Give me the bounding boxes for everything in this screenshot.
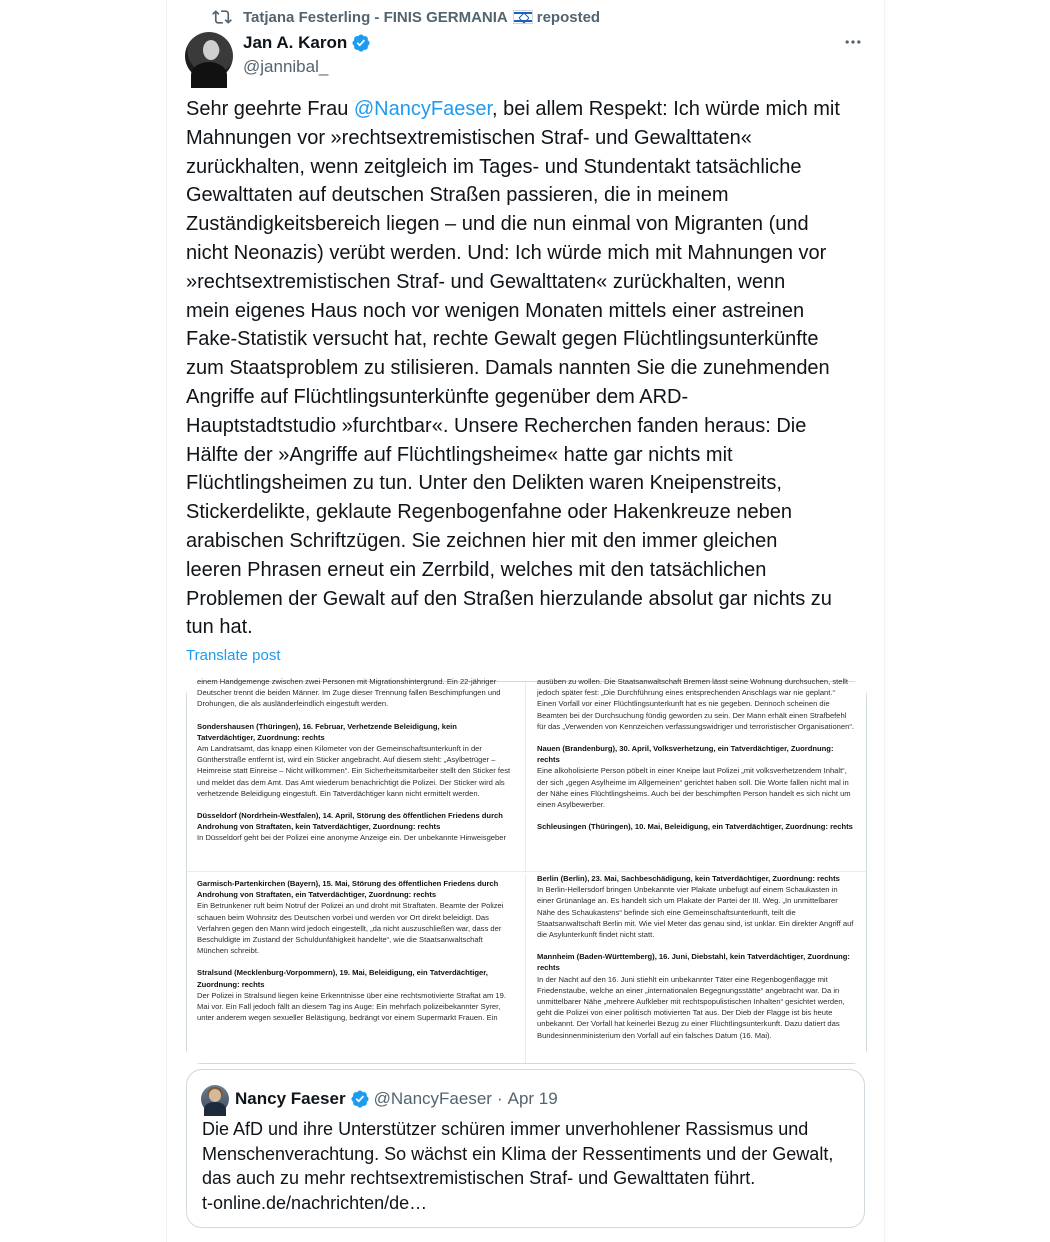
tweet-text-line: leeren Phrasen erneut ein Zerrbild, welches mit den tatsächlichen [186, 558, 767, 581]
quoted-tweet-date[interactable]: Apr 19 [507, 1089, 558, 1108]
image-tile-1[interactable] [187, 677, 525, 871]
quoted-tweet-header [201, 1084, 558, 1114]
article-heading: Berlin (Berlin), 23. Mai, Sachbeschädigung, kein Tatverdächtiger, Zuordnung: rechts [537, 874, 840, 883]
image-tile-3[interactable] [187, 873, 525, 1063]
quoted-tweet-text-line: das auch zu mehr rechtsextremistischen Straf- und Gewalttaten führt. [202, 1168, 756, 1188]
repost-header [212, 6, 600, 28]
tweet-text-line: mein eigenes Haus noch vor wenigen Monaten mittels einer astreinen [186, 299, 805, 322]
quoted-author-handle[interactable]: @NancyFaeser [373, 1089, 492, 1108]
article-paragraph: einem Handgemenge zwischen zwei Personen mit Migrationshintergrund. Ein 22-jähriger Deutscher trennt die beiden Männer. Im Zuge dieser Trennung fallen Beschimpfungen und Drohungen, die als ausländerfeindlich eingestuft werden. [197, 677, 501, 709]
quoted-tweet-text-line: Menschenverachtung. So wächst ein Klima der Ressentiments und der Gewalt, [202, 1143, 834, 1164]
tweet-text-line: arabischen Schriftzügen. Sie zeichnen hier mit den immer gleichen [186, 529, 778, 552]
israel-flag-icon [513, 10, 533, 24]
article-heading: Mannheim (Baden-Württemberg), 16. Juni, Diebstahl, kein Tatverdächtiger, Zuordnung: rechts [537, 952, 850, 973]
tweet-text-line: Hälfte der »Angriffe auf Flüchtlingsheime« hatte gar nichts mit [186, 443, 733, 466]
translate-post-link[interactable]: Translate post [186, 647, 281, 664]
image-tile-2[interactable] [527, 677, 866, 871]
quoted-tweet-link[interactable]: t-online.de/nachrichten/de… [202, 1192, 428, 1213]
grid-divider-horizontal [187, 871, 866, 874]
tweet-text-line: nicht Neonazis) verübt werden. Und: Ich würde mich mit Mahnungen vor [186, 241, 827, 264]
quoted-tweet[interactable] [186, 1069, 865, 1228]
author-handle[interactable]: @jannibal_ [243, 57, 329, 76]
article-paragraph: Düsseldorf (Nordrhein-Westfalen), 14. April, Störung des öffentlichen Friedens durch Androhung von Straftaten, kein Tatverdächtiger, Zuordnung: rechts In Düsseldorf geht bei der Polizei eine anonyme Anzeige ein. Der unbekannte Hinweisgeber [197, 811, 507, 843]
quoted-author-name[interactable]: Nancy Faeser [235, 1089, 346, 1108]
tweet-text-line: Angriffe auf Flüchtlingsunterkünfte gegenüber dem ARD- [186, 385, 689, 408]
quoted-author-avatar[interactable] [201, 1085, 229, 1113]
article-paragraph [537, 821, 854, 832]
repost-action: reposted [536, 8, 601, 26]
tweet-text-line: Problemen der Gewalt auf den Straßen hierzulande absolut gar nichts zu [186, 587, 832, 610]
more-icon [843, 32, 863, 52]
tweet-text-line: Hauptstadtstudio »furchtbar«. Unsere Recherchen fanden heraus: Die [186, 414, 807, 437]
quoted-tweet-text-line: Die AfD und ihre Unterstützer schüren immer unverhohlener Rassismus und [202, 1119, 809, 1139]
article-heading: Sondershausen (Thüringen), 16. Februar, Verhetzende Beleidigung, kein Tatverdächtiger, Zuordnung: rechts [197, 721, 457, 742]
article-paragraph: Stralsund (Mecklenburg-Vorpommern), 19. Mai, Beleidigung, ein Tatverdächtiger, Zuordnung: rechts Der Polizei in Stralsund liegen keine Erkenntnisse über eine rechtsmotivierte Straftat am 19. Mai vor. Ein Fall jedoch fällt an diesem Tag ins Auge: Ein mehrfach polizeibekannter Syrer, unter anderem wegen sexueller Belästigung, bedrängt vor einem Supermarkt Frauen. Ein [197, 968, 506, 1023]
article-heading: Schleusingen (Thüringen), 10. Mai, Beleidigung, ein Tatverdächtiger, Zuordnung: rechts [537, 822, 853, 832]
tweet-text-line: Mahnungen vor »rechtsextremistischen Straf- und Gewalttaten« [186, 126, 752, 149]
tweet-text-line: Gewalttaten auf deutschen Straßen passieren, die in meinem [186, 184, 729, 207]
timeline-border-right [884, 0, 885, 1242]
tweet-text-line: Sehr geehrte Frau @NancyFaeser, bei allem Respekt: Ich würde mich mit [186, 98, 840, 120]
article-paragraph: ausüben zu wollen. Die Staatsanwaltschaft Bremen lässt seine Wohnung durchsuchen, stellt jedoch später fest: „Die Durchführung eines entsprechenden Anschlags war nie geplant.“ Einen Vorfall vor einer Flüchtlingsunterkunft hat es nie gegeben. Dennoch scheinen die Beamten bei der Durchsuchung fündig geworden zu sein. Der Mann erhält einen Strafbefehl für das „Verwenden von Kennzeichen verfassungswidriger und terroristischer Organisationen“. [537, 677, 854, 731]
article-paragraph: Mannheim (Baden-Württemberg), 16. Juni, Diebstahl, kein Tatverdächtiger, Zuordnung: rechts In der Nacht auf den 16. Juni stiehlt ein unbekannter Täter eine Regenbogenflagge mit Friedenstaube, welche an einer „internationalen Begegnungsstätte“ angebracht war. Da in unmittelbarer Nähe „mehrere Aufkleber mit rechtspopulistischen Inhalten“ gesichtet werden, geht die Polizei von einer politisch motivierten Tat aus. Der Dieb der Flagge ist bis heute unbekannt. Der Vorfall hat keinerlei Bezug zu einer Flüchtlingsunterkunft. Dazu datiert das Bundesinnenministerium den Vorfall auf ein falsches Datum (16. Mai). [537, 952, 850, 1040]
verified-badge-icon [350, 1089, 370, 1109]
article-heading: Garmisch-Partenkirchen (Bayern), 15. Mai, Störung des öffentlichen Friedens durch Androhung von Straftaten, ein Tatverdächtiger, Zuordnung: rechts [197, 879, 499, 900]
repost-icon [212, 7, 232, 27]
tweet-text-line: zum Staatsproblem zu stilisieren. Damals nannten Sie die zunehmenden [186, 357, 830, 380]
author-name[interactable]: Jan A. Karon [243, 33, 348, 52]
author-name-row[interactable] [243, 31, 371, 55]
tweet-text [186, 95, 870, 642]
tweet-text-line: Stickerdelikte, geklaute Regenbogenfahne oder Hakenkreuze neben [186, 501, 792, 524]
attached-image-grid[interactable] [186, 677, 867, 1064]
tweet-text-line: tun hat. [186, 616, 253, 639]
tweet-text-line: »rechtsextremistischen Straf- und Gewalttaten« zurückhalten, wenn [186, 270, 786, 293]
tweet-text-line: Flüchtlingsheimen zu tun. Unter den Delikten waren Kneipenstreits, [186, 472, 782, 495]
quoted-tweet-text [202, 1117, 852, 1215]
separator-dot: · [496, 1089, 503, 1108]
article-heading: Stralsund (Mecklenburg-Vorpommern), 19. Mai, Beleidigung, ein Tatverdächtiger, Zuordnung: rechts [197, 968, 488, 989]
article-heading: Nauen (Brandenburg), 30. April, Volksverhetzung, ein Tatverdächtiger, Zuordnung: rechts [537, 744, 834, 765]
more-options-button[interactable] [838, 30, 868, 54]
author-avatar[interactable] [185, 32, 233, 80]
timeline-border-left [166, 0, 167, 1242]
tweet-text-line: Fake-Statistik versucht hat, rechte Gewalt gegen Flüchtlingsunterkünfte [186, 328, 819, 351]
mention-link[interactable]: @NancyFaeser [353, 98, 493, 120]
tweet-text-line: zurückhalten, wenn zeitgleich im Tages- und Stundentakt tatsächliche [186, 155, 802, 178]
article-heading: Düsseldorf (Nordrhein-Westfalen), 14. April, Störung des öffentlichen Friedens durch Androhung von Straftaten, kein Tatverdächtiger, Zuordnung: rechts [197, 811, 503, 832]
reposter-name[interactable]: Tatjana Festerling - FINIS GERMANIA [243, 8, 508, 26]
verified-badge-icon [351, 33, 371, 53]
article-paragraph: Nauen (Brandenburg), 30. April, Volksverhetzung, ein Tatverdächtiger, Zuordnung: rechts Eine alkoholisierte Person pöbelt in einer Kneipe laut Polizei „mit volksverhetzendem Inhalt“, der sich „gegen Asylheime im Allgemeinen“ gerichtet haben soll. Die Worte fallen nicht mal in der Nähe eines Flüchtlingsheims. Auch bei der beschimpften Person handelt es sich nicht um einen Asylbewerber. [537, 744, 851, 810]
article-paragraph: Sondershausen (Thüringen), 16. Februar, Verhetzende Beleidigung, kein Tatverdächtiger, Zuordnung: rechts Am Landratsamt, das knapp einen Kilometer von der Gemeinschaftsunterkunft in der Güntherstraße entfernt ist, wird ein Sticker angebracht. Auf diesem steht: „Asylbetrüger – Heimreise statt Einreise – Nicht willkommen“. Ein Sicherheitsmitarbeiter stellt den Sticker fest und meldet das dem Amt. Das Amt wiederum benachrichtigt die Polizei. Der Sticker wird als verhetzende Beleidigung eingestuft. Ein Tatverdächtiger kann nicht ermittelt werden. [197, 721, 511, 798]
image-tile-4[interactable] [527, 873, 866, 1063]
article-paragraph: Garmisch-Partenkirchen (Bayern), 15. Mai, Störung des öffentlichen Friedens durch Androhung von Straftaten, ein Tatverdächtiger, Zuordnung: rechts Ein Betrunkener ruft beim Notruf der Polizei an und droht mit Straftaten. Beamte der Polizei schauen beim Wohnsitz des Deutschen vorbei und werden vor Ort direkt beleidigt. Das Verfahren gegen den Mann wird jedoch eingestellt, „da nicht auszuschließen war, dass der Beschuldigte im Zustand der Schuldunfähigkeit handelte“, wie die Staatsanwaltschaft München schreibt. [197, 879, 504, 956]
article-paragraph: Berlin (Berlin), 23. Mai, Sachbeschädigung, kein Tatverdächtiger, Zuordnung: rechts In Berlin-Hellersdorf bringen Unbekannte vier Plakate unbefugt auf einem Schaukasten in einer Grünanlage an. Es handelt sich um Plakate der Partei der III. Weg. „In unmittelbarer Nähe des Schaukastens“ befinde sich eine Gemeinschaftsunterkunft, teilt die Staatsanwaltschaft Berlin mit. Wie viel Meter das genau sind, ist unklar. Ein direkter Angriff auf die Asylunterkunft findet nicht statt. [537, 874, 854, 940]
tweet-text-line: Zuständigkeitsbereich liegen – und die nun einmal von Migranten (und [186, 213, 809, 236]
